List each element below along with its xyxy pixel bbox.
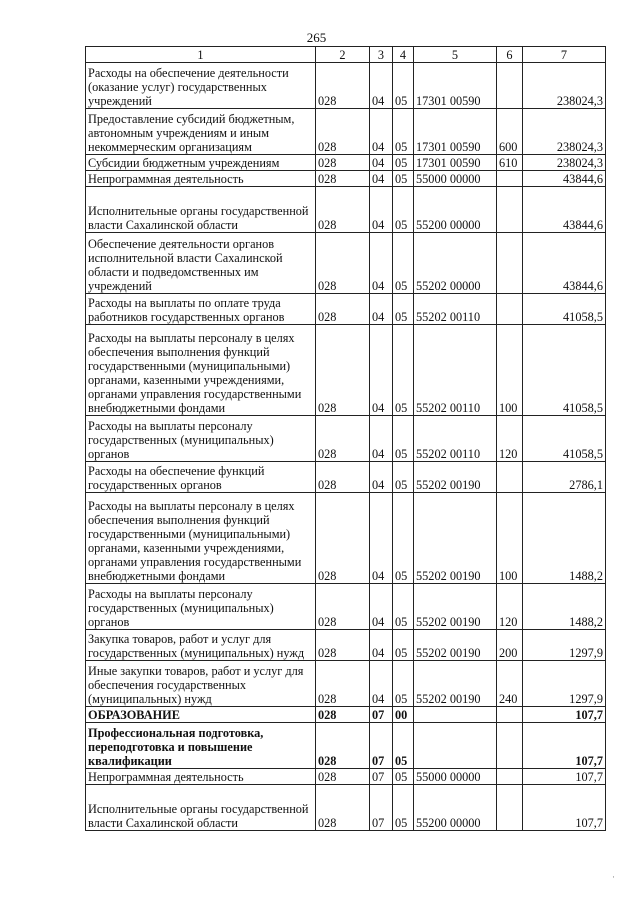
row-amount: 107,7 — [523, 707, 606, 723]
row-target-article: 55202 00110 — [414, 294, 497, 325]
row-section: 04 — [370, 493, 393, 584]
row-target-article: 55202 00110 — [414, 416, 497, 462]
row-section: 04 — [370, 416, 393, 462]
row-code: 028 — [316, 325, 370, 416]
row-amount: 41058,5 — [523, 294, 606, 325]
row-subsection: 05 — [393, 155, 414, 171]
table-row — [86, 325, 606, 416]
row-code: 028 — [316, 462, 370, 493]
row-code: 028 — [316, 171, 370, 187]
row-section: 04 — [370, 462, 393, 493]
row-expense-type — [497, 187, 523, 233]
row-target-article: 55200 00000 — [414, 187, 497, 233]
row-name: Обеспечение деятельности органов исполнительной власти Сахалинской области и подведомственных им учреждений — [86, 233, 316, 294]
column-number-row — [86, 47, 606, 63]
row-amount: 43844,6 — [523, 171, 606, 187]
row-amount: 1488,2 — [523, 584, 606, 630]
row-name: Исполнительные органы государственной власти Сахалинской области — [86, 187, 316, 233]
table-row — [86, 630, 606, 661]
row-expense-type — [497, 462, 523, 493]
row-code: 028 — [316, 155, 370, 171]
row-name: ОБРАЗОВАНИЕ — [86, 707, 316, 723]
row-expense-type — [497, 785, 523, 831]
row-subsection: 05 — [393, 630, 414, 661]
row-name: Субсидии бюджетным учреждениям — [86, 155, 316, 171]
row-code: 028 — [316, 630, 370, 661]
row-subsection: 05 — [393, 661, 414, 707]
row-section: 04 — [370, 63, 393, 109]
row-subsection: 05 — [393, 187, 414, 233]
row-code: 028 — [316, 63, 370, 109]
table-row — [86, 233, 606, 294]
row-code: 028 — [316, 723, 370, 769]
row-target-article — [414, 707, 497, 723]
row-target-article: 17301 00590 — [414, 109, 497, 155]
table-row — [86, 171, 606, 187]
row-amount: 1297,9 — [523, 630, 606, 661]
column-number: 7 — [523, 47, 606, 63]
row-target-article: 55000 00000 — [414, 769, 497, 785]
row-expense-type — [497, 63, 523, 109]
row-amount: 238024,3 — [523, 109, 606, 155]
row-name: Закупка товаров, работ и услуг для государственных (муниципальных) нужд — [86, 630, 316, 661]
row-expense-type: 240 — [497, 661, 523, 707]
row-name: Расходы на выплаты по оплате труда работников государственных органов — [86, 294, 316, 325]
row-subsection: 00 — [393, 707, 414, 723]
table-row — [86, 584, 606, 630]
row-expense-type — [497, 233, 523, 294]
row-name: Расходы на выплаты персоналу государственных (муниципальных) органов — [86, 584, 316, 630]
row-name: Исполнительные органы государственной власти Сахалинской области — [86, 785, 316, 831]
row-amount: 1297,9 — [523, 661, 606, 707]
row-subsection: 05 — [393, 63, 414, 109]
row-target-article: 55202 00190 — [414, 630, 497, 661]
row-section: 04 — [370, 294, 393, 325]
table-body — [86, 47, 606, 831]
row-amount: 41058,5 — [523, 416, 606, 462]
table-row — [86, 769, 606, 785]
row-expense-type: 100 — [497, 325, 523, 416]
row-target-article: 55202 00190 — [414, 661, 497, 707]
row-section: 07 — [370, 769, 393, 785]
row-code: 028 — [316, 769, 370, 785]
row-code: 028 — [316, 661, 370, 707]
column-number: 4 — [393, 47, 414, 63]
row-name: Расходы на обеспечение функций государственных органов — [86, 462, 316, 493]
row-target-article: 17301 00590 — [414, 155, 497, 171]
row-expense-type: 610 — [497, 155, 523, 171]
table-row — [86, 707, 606, 723]
row-target-article: 55202 00190 — [414, 462, 497, 493]
row-name: Расходы на обеспечение деятельности (оказание услуг) государственных учреждений — [86, 63, 316, 109]
column-number: 3 — [370, 47, 393, 63]
row-subsection: 05 — [393, 233, 414, 294]
row-amount: 41058,5 — [523, 325, 606, 416]
row-name: Расходы на выплаты персоналу государственных (муниципальных) органов — [86, 416, 316, 462]
budget-table — [85, 46, 606, 831]
row-amount: 43844,6 — [523, 233, 606, 294]
column-number: 2 — [316, 47, 370, 63]
row-target-article: 55202 00110 — [414, 325, 497, 416]
column-number: 5 — [414, 47, 497, 63]
row-name: Иные закупки товаров, работ и услуг для обеспечения государственных (муниципальных) нужд — [86, 661, 316, 707]
row-target-article: 55202 00190 — [414, 584, 497, 630]
scan-speck: · — [612, 872, 615, 882]
table-row — [86, 723, 606, 769]
row-section: 04 — [370, 187, 393, 233]
row-code: 028 — [316, 187, 370, 233]
row-subsection: 05 — [393, 416, 414, 462]
row-section: 04 — [370, 630, 393, 661]
row-code: 028 — [316, 416, 370, 462]
row-amount: 107,7 — [523, 769, 606, 785]
table-row — [86, 462, 606, 493]
row-subsection: 05 — [393, 493, 414, 584]
row-expense-type: 120 — [497, 416, 523, 462]
table-row — [86, 109, 606, 155]
row-section: 04 — [370, 233, 393, 294]
row-name: Расходы на выплаты персоналу в целях обеспечения выполнения функций государственными (муниципальными) органами, казенными учреждениями, органами управления государственными внебюджетными фондами — [86, 493, 316, 584]
column-number: 6 — [497, 47, 523, 63]
row-name: Профессиональная подготовка, переподготовка и повышение квалификации — [86, 723, 316, 769]
row-section: 04 — [370, 584, 393, 630]
row-name: Предоставление субсидий бюджетным, автономным учреждениям и иным некоммерческим организациям — [86, 109, 316, 155]
row-code: 028 — [316, 707, 370, 723]
row-subsection: 05 — [393, 294, 414, 325]
table-row — [86, 416, 606, 462]
row-section: 07 — [370, 723, 393, 769]
row-expense-type: 100 — [497, 493, 523, 584]
row-section: 04 — [370, 155, 393, 171]
row-amount: 1488,2 — [523, 493, 606, 584]
table-row — [86, 493, 606, 584]
row-section: 04 — [370, 325, 393, 416]
row-section: 07 — [370, 707, 393, 723]
table-row — [86, 155, 606, 171]
row-expense-type — [497, 294, 523, 325]
row-code: 028 — [316, 785, 370, 831]
row-target-article: 55200 00000 — [414, 785, 497, 831]
column-number: 1 — [86, 47, 316, 63]
row-expense-type: 200 — [497, 630, 523, 661]
table-row — [86, 187, 606, 233]
row-expense-type: 600 — [497, 109, 523, 155]
row-subsection: 05 — [393, 723, 414, 769]
row-target-article — [414, 723, 497, 769]
row-amount: 107,7 — [523, 785, 606, 831]
row-target-article: 55202 00190 — [414, 493, 497, 584]
row-expense-type — [497, 769, 523, 785]
row-target-article: 55202 00000 — [414, 233, 497, 294]
row-subsection: 05 — [393, 769, 414, 785]
row-code: 028 — [316, 233, 370, 294]
row-name: Непрограммная деятельность — [86, 171, 316, 187]
row-expense-type — [497, 171, 523, 187]
row-subsection: 05 — [393, 109, 414, 155]
table-row — [86, 661, 606, 707]
row-amount: 2786,1 — [523, 462, 606, 493]
row-amount: 238024,3 — [523, 155, 606, 171]
row-name: Непрограммная деятельность — [86, 769, 316, 785]
row-section: 04 — [370, 171, 393, 187]
row-section: 07 — [370, 785, 393, 831]
row-subsection: 05 — [393, 462, 414, 493]
row-expense-type: 120 — [497, 584, 523, 630]
row-code: 028 — [316, 294, 370, 325]
row-code: 028 — [316, 584, 370, 630]
row-target-article: 17301 00590 — [414, 63, 497, 109]
row-subsection: 05 — [393, 584, 414, 630]
row-subsection: 05 — [393, 785, 414, 831]
row-subsection: 05 — [393, 171, 414, 187]
row-expense-type — [497, 723, 523, 769]
row-section: 04 — [370, 661, 393, 707]
row-code: 028 — [316, 109, 370, 155]
row-amount: 107,7 — [523, 723, 606, 769]
table-row — [86, 63, 606, 109]
row-amount: 43844,6 — [523, 187, 606, 233]
row-section: 04 — [370, 109, 393, 155]
page-number: 265 — [306, 30, 327, 45]
row-code: 028 — [316, 493, 370, 584]
row-target-article: 55000 00000 — [414, 171, 497, 187]
row-name: Расходы на выплаты персоналу в целях обеспечения выполнения функций государственными (муниципальными) органами, казенными учреждениями, органами управления государственными внебюджетными фондами — [86, 325, 316, 416]
row-expense-type — [497, 707, 523, 723]
table-row — [86, 785, 606, 831]
table-row — [86, 294, 606, 325]
row-amount: 238024,3 — [523, 63, 606, 109]
row-subsection: 05 — [393, 325, 414, 416]
